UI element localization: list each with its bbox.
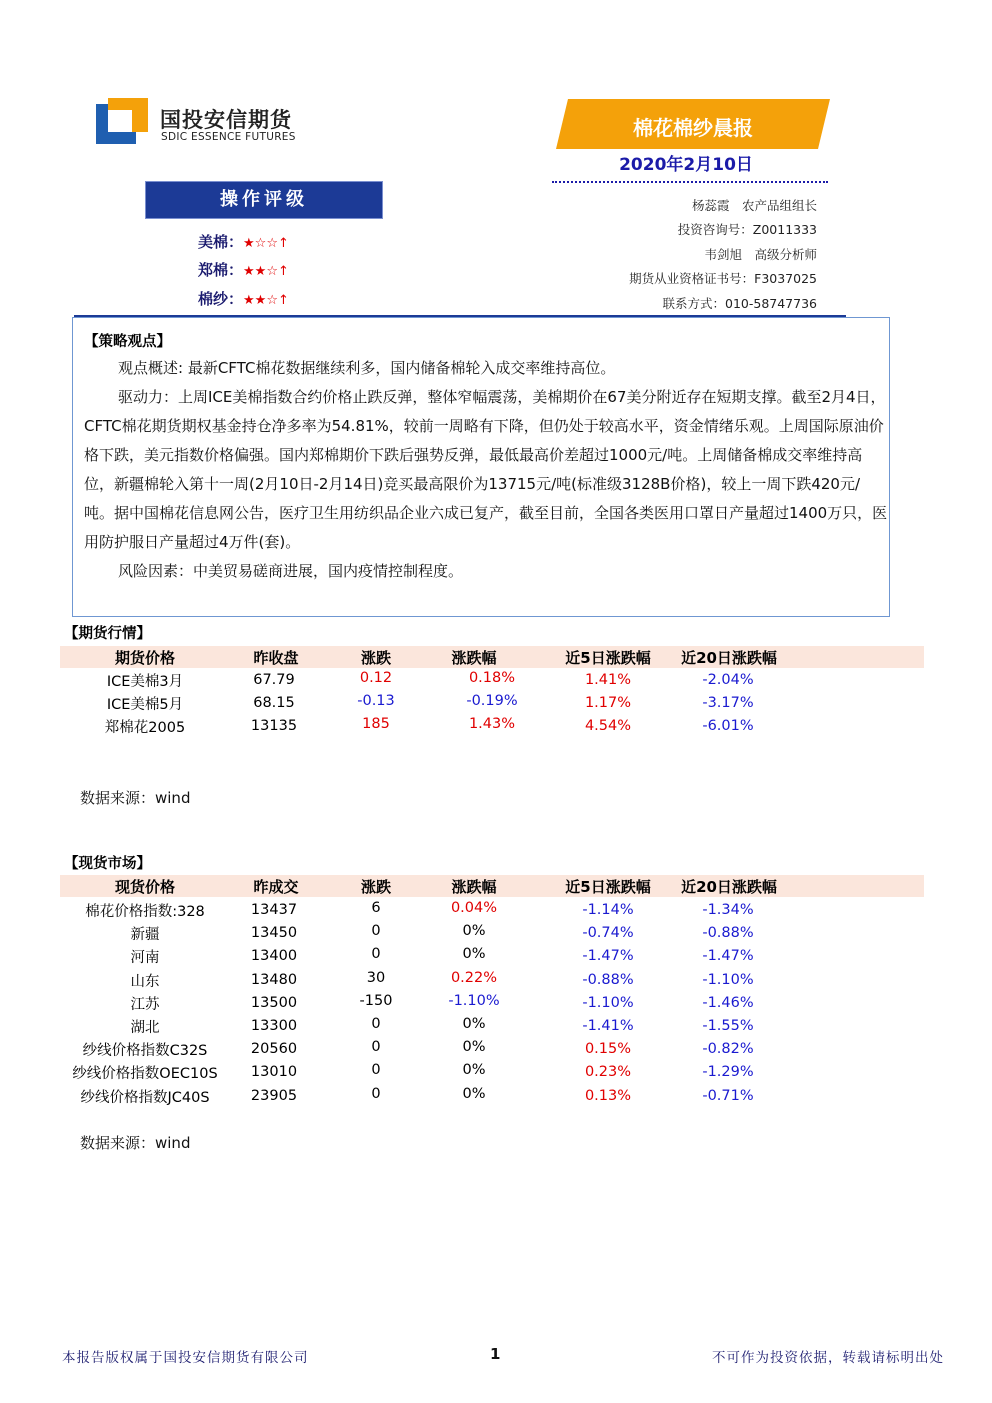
cell-close: 67.79: [253, 672, 295, 688]
rating-label: 美棉：: [198, 233, 244, 251]
cell-20d: -1.29%: [702, 1064, 754, 1081]
futures-title: 【期货行情】: [64, 626, 151, 642]
cell-pct: 0.18%: [468, 670, 516, 686]
cell-name: 江苏: [130, 996, 160, 1013]
cell-5d: 0.15%: [584, 1041, 632, 1058]
col-header: 近20日涨跌幅: [681, 878, 777, 896]
col-header: 现货价格: [114, 878, 175, 896]
cell-5d: 0.23%: [584, 1064, 632, 1081]
cell-pct: 0%: [462, 1062, 486, 1079]
col-header: 近5日涨跌幅: [565, 649, 651, 667]
cell-20d: -1.34%: [702, 902, 754, 918]
page-number: 1: [490, 1345, 501, 1363]
cell-pct: 0.04%: [450, 900, 498, 916]
cell-close: 13480: [250, 971, 298, 988]
cell-20d: -2.04%: [702, 672, 754, 688]
cell-name: 纱线价格指数C32S: [82, 1043, 208, 1060]
rating-stars: ★☆☆↑: [243, 236, 289, 251]
cell-name: 棉花价格指数:328: [85, 904, 205, 920]
cell-pct: 0%: [462, 1085, 486, 1102]
cell-close: 13135: [250, 718, 298, 734]
analyst-line: 韦剑旭 高级分析师: [704, 247, 817, 262]
cell-5d: 0.13%: [584, 1087, 632, 1104]
cell-change: 0: [371, 1039, 381, 1056]
cell-5d: -1.10%: [582, 994, 634, 1011]
cell-pct: -1.10%: [448, 992, 500, 1009]
cell-name: 山东: [130, 973, 160, 990]
cell-pct: 1.43%: [468, 716, 516, 732]
cell-close: 13437: [250, 902, 298, 918]
rating-row-zheng-cotton: [198, 259, 289, 280]
cell-5d: -1.41%: [582, 1018, 634, 1034]
rating-stars: ★★☆↑: [243, 293, 289, 308]
col-header: 涨跌幅: [451, 649, 497, 667]
cell-name: ICE美棉3月: [106, 674, 184, 690]
col-header: 昨收盘: [253, 649, 299, 667]
cell-name: 湖北: [130, 1020, 160, 1036]
cell-20d: -0.71%: [702, 1087, 754, 1104]
cell-change: 6: [371, 900, 381, 916]
spot-title: 【现货市场】: [64, 856, 151, 872]
cell-pct: 0%: [462, 1039, 486, 1056]
strategy-driver: 驱动力：上周ICE美棉指数合约价格止跌反弹，整体窄幅震荡，美棉期价在67美分附近存在短期支撑。截至2月4日，CFTC棉花期货期权基金持仓净多率为54.81%，较前一周略有下降，但仍处于较高水平，资金情绪乐观。上周国际原油价格下跌，美元指数价格偏强。国内郑棉期价下跌后强势反弹，最低最高价差超过1000元/吨。上周储备棉成交率维持高位，新疆棉轮入第十一周(2月10日-2月14日)竞买最高限价为13715元/吨(标准级3128B价格)，较上一周下跌420元/吨。据中国棉花信息网公告，医疗卫生用纺织品企业六成已复产，截至目前，全国各类医用口罩日产量超过1400万只，医用防护服日产量超过4万件(套)。: [84, 388, 888, 551]
rating-stars: ★★☆↑: [243, 264, 289, 279]
cell-20d: -1.55%: [702, 1018, 754, 1034]
cell-5d: -1.47%: [582, 948, 634, 965]
cell-change: 30: [366, 969, 386, 986]
footer-copyright: 本报告版权属于国投安信期货有限公司: [62, 1350, 309, 1366]
cell-close: 13300: [250, 1018, 298, 1034]
cell-name: 郑棉花2005: [104, 720, 186, 736]
analyst-line: 联系方式：010-58747736: [662, 296, 817, 311]
cell-20d: -0.88%: [702, 925, 754, 942]
cell-20d: -1.47%: [702, 948, 754, 965]
cell-20d: -6.01%: [702, 718, 754, 734]
cell-name: 新疆: [130, 927, 160, 944]
cell-pct: 0.22%: [450, 969, 498, 986]
col-header: 涨跌: [360, 649, 391, 667]
cell-name: 纱线价格指数JC40S: [80, 1089, 210, 1106]
cell-change: 185: [362, 716, 390, 732]
cell-pct: 0%: [462, 1016, 486, 1032]
col-header: 近20日涨跌幅: [681, 649, 777, 667]
rating-row-cotton-yarn: [198, 288, 289, 309]
cell-name: 纱线价格指数OEC10S: [72, 1066, 218, 1083]
analyst-line: 期货从业资格证书号：F3037025: [629, 271, 817, 286]
rating-label: 郑棉：: [198, 261, 244, 279]
logo-chinese-name: 国投安信期货: [160, 108, 292, 132]
col-header: 昨成交: [253, 878, 299, 896]
company-logo-icon: [96, 98, 148, 144]
cell-close: 13010: [250, 1064, 298, 1081]
strategy-overview: 观点概述: 最新CFTC棉花数据继续利多，国内储备棉轮入成交率维持高位。: [118, 359, 616, 377]
cell-5d: -0.74%: [582, 925, 634, 942]
report-title: 棉花棉纱晨报: [633, 116, 753, 140]
cell-change: 0: [371, 923, 381, 940]
cell-name: ICE美棉5月: [106, 697, 184, 713]
rating-row-us-cotton: [198, 231, 289, 252]
cell-close: 13450: [250, 925, 298, 942]
col-header: 期货价格: [114, 649, 175, 667]
cell-5d: 4.54%: [584, 718, 632, 734]
cell-change: 0: [371, 1085, 381, 1102]
cell-20d: -3.17%: [702, 695, 754, 711]
cell-pct: 0%: [462, 946, 486, 963]
report-date: 2020年2月10日: [619, 155, 753, 175]
cell-5d: 1.17%: [584, 695, 632, 711]
col-header: 涨跌幅: [451, 878, 497, 896]
cell-change: 0: [371, 946, 381, 963]
cell-close: 13500: [250, 994, 298, 1011]
logo-english-name: SDIC ESSENCE FUTURES: [161, 131, 296, 143]
cell-change: 0.12: [359, 670, 393, 686]
cell-close: 13400: [250, 948, 298, 965]
cell-change: -150: [359, 992, 393, 1009]
cell-5d: 1.41%: [584, 672, 632, 688]
col-header: 近5日涨跌幅: [565, 878, 651, 896]
cell-5d: -0.88%: [582, 971, 634, 988]
cell-20d: -0.82%: [702, 1041, 754, 1058]
cell-change: -0.13: [357, 693, 395, 709]
cell-close: 68.15: [253, 695, 295, 711]
date-divider: [552, 181, 828, 183]
spot-source: 数据来源：wind: [80, 1134, 191, 1152]
analyst-line: 投资咨询号：Z0011333: [677, 222, 817, 237]
analyst-line: 杨蕊霞 农产品组组长: [691, 198, 817, 213]
cell-close: 20560: [250, 1041, 298, 1058]
footer-disclaimer: 不可作为投资依据，转载请标明出处: [712, 1350, 944, 1366]
col-header: 涨跌: [360, 878, 391, 896]
cell-pct: 0%: [462, 923, 486, 940]
strategy-title: 【策略观点】: [84, 334, 171, 350]
cell-close: 23905: [250, 1087, 298, 1104]
rating-label: 棉纱：: [198, 290, 244, 308]
strategy-body: [84, 354, 889, 586]
cell-change: 0: [371, 1062, 381, 1079]
rating-title: 操作评级: [145, 181, 383, 219]
strategy-risk: 风险因素：中美贸易磋商进展，国内疫情控制程度。: [118, 562, 464, 580]
futures-source: 数据来源：wind: [80, 789, 191, 807]
cell-5d: -1.14%: [582, 902, 634, 918]
cell-change: 0: [371, 1016, 381, 1032]
cell-20d: -1.46%: [702, 994, 754, 1011]
cell-name: 河南: [130, 950, 160, 967]
cell-20d: -1.10%: [702, 971, 754, 988]
cell-pct: -0.19%: [466, 693, 518, 709]
